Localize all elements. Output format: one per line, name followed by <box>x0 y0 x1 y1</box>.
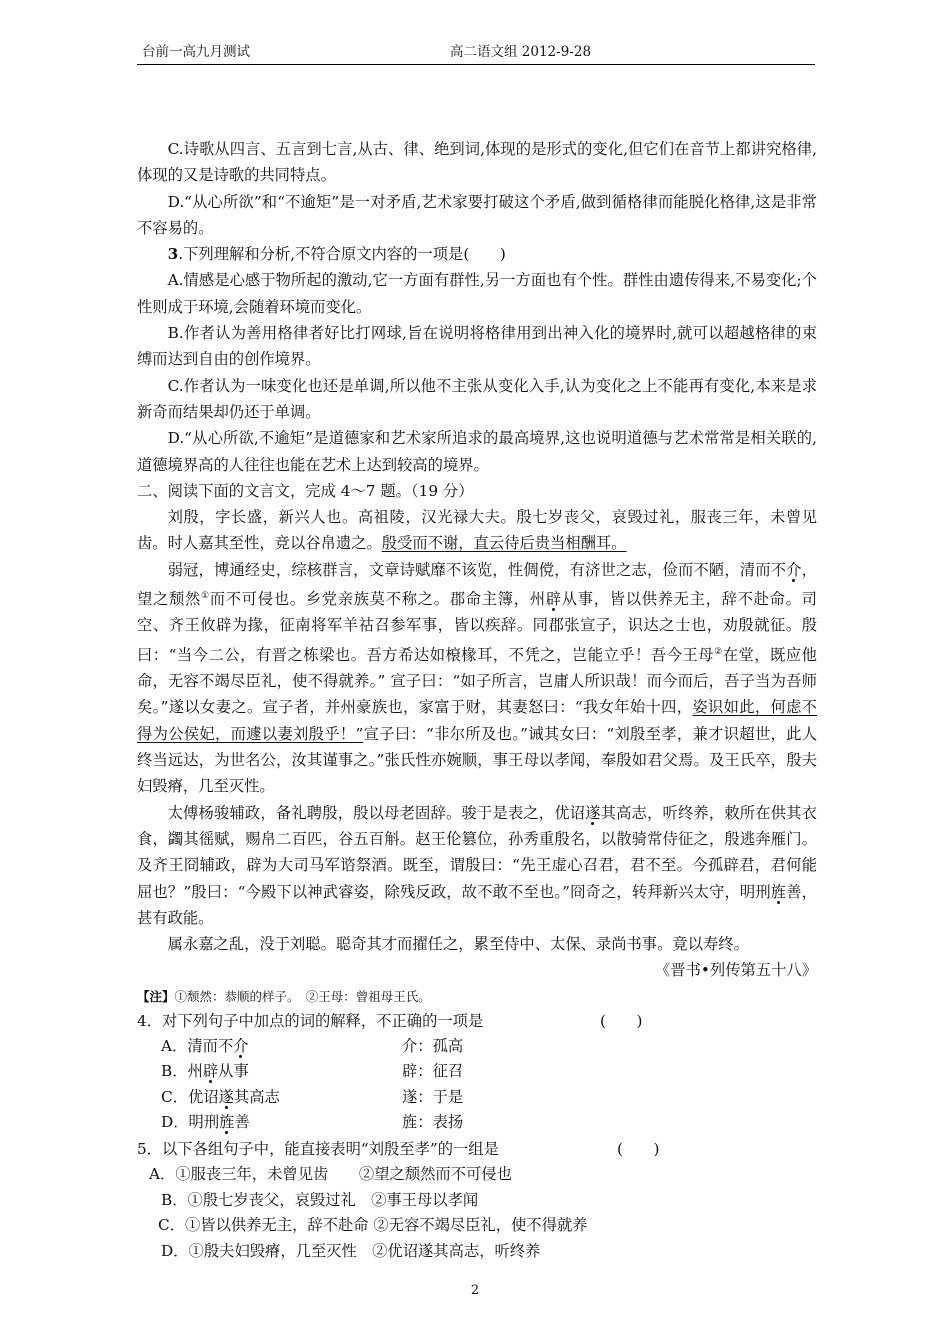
dotted-word: 遂 <box>218 1087 234 1106</box>
q4-stem-text: 4．对下列句子中加点的词的解释，不正确的一项是 <box>137 1011 484 1030</box>
option-text: 从事 <box>218 1062 249 1081</box>
q4-option-c <box>137 1085 817 1111</box>
passage-paragraph-4: 属永嘉之乱，没于刘聪。聪奇其才而擢任之，累至侍中、太保、录尚书事。竟以寿终。 <box>167 935 749 954</box>
passage-text: 善，甚有政能。 <box>137 882 817 927</box>
passage-paragraph-2 <box>137 557 817 800</box>
passage-text: 而不可侵也。乡党亲族莫不称之。郡命主簿，州 <box>209 590 546 609</box>
option-answer: 遂：于是 <box>402 1087 464 1106</box>
q2-option-d: D.“从心所欲”和“不逾矩”是一对矛盾,艺术家要打破这个矛盾,做到循格律而能脱化格律,这是非常不容易的。 <box>137 192 817 237</box>
passage-paragraph-3 <box>137 800 817 931</box>
q4-stem <box>137 1008 817 1034</box>
q4-option-a <box>137 1034 817 1060</box>
footnote-marker: ① <box>201 591 210 602</box>
answer-bracket: ( ) <box>600 1011 643 1030</box>
dotted-word: 遂 <box>585 803 601 822</box>
footnote-marker: ② <box>714 646 723 657</box>
underlined-sentence: 殷受而不谢，直云待后贵当相酬耳。 <box>381 534 627 553</box>
header-left: 台前一高九月测试 <box>142 44 250 60</box>
option-answer: 旌：表扬 <box>402 1113 464 1132</box>
q3-option-c: C.作者认为一味变化也还是单调,所以他不主张从变化入手,认为变化之上不能再有变化,本来是求新奇而结果却仍还于单调。 <box>137 376 817 421</box>
dotted-word: 辟 <box>545 590 562 609</box>
q2-option-c: C.诗歌从四言、五言到七言,从古、律、绝到词,体现的是形式的变化,但它们在音节上都讲究格律,体现的又是诗歌的共同特点。 <box>137 140 817 185</box>
footnote-text: ①颓然：恭顺的样子。 ②王母：曾祖母王氏。 <box>174 988 431 1004</box>
page-header <box>137 42 815 65</box>
q3-stem-text: .下列理解和分析,不符合原文内容的一项是( ) <box>178 245 506 264</box>
footnote-label: 【注】 <box>137 988 175 1004</box>
dotted-word: 旌 <box>219 1113 235 1132</box>
q5-option-c: C．①皆以供养无主，辞不赴命 ②无容不竭尽臣礼，使不得就养 <box>158 1216 588 1235</box>
option-answer: 辟：征召 <box>402 1062 464 1081</box>
q4-option-b <box>137 1059 817 1085</box>
q3-number: 3 <box>167 245 179 264</box>
underlined-sentence: 姿识如此，何虑不得为公侯妃，而遽以妻刘殷乎！” <box>137 698 817 743</box>
answer-bracket: ( ) <box>617 1139 660 1158</box>
page-number: 2 <box>470 1283 480 1298</box>
option-text: C．优诏 <box>161 1087 219 1106</box>
q5-stem-text: 5．以下各组句子中，能直接表明“刘殷至孝”的一组是 <box>137 1139 499 1158</box>
option-text: 善 <box>234 1113 250 1132</box>
footnote <box>137 986 817 1008</box>
q5-option-b: B．①殷七岁丧父，哀毁过礼 ②事王母以孝闻 <box>161 1190 479 1209</box>
page-content <box>137 136 817 1264</box>
dotted-word: 介 <box>786 560 802 579</box>
option-text: D．明刑 <box>161 1113 220 1132</box>
option-text: A．清而不 <box>161 1036 234 1055</box>
header-center: 高二语文组 2012-9-28 <box>450 44 592 60</box>
q5-stem <box>137 1136 817 1162</box>
q3-option-a: A.情感是心感于物所起的激动,它一方面有群性,另一方面也有个性。群性由遗传得来,不易变化;个性则成于环境,会随着环境而变化。 <box>137 271 817 316</box>
q5-option-d: D．①殷夫妇毁瘠，几至灭性 ②优诏遂其高志，听终养 <box>161 1241 541 1260</box>
option-answer: 介：孤高 <box>402 1036 464 1055</box>
dotted-word: 介 <box>233 1036 249 1055</box>
passage-paragraph-1 <box>137 504 817 557</box>
dotted-word: 旌 <box>770 882 787 901</box>
option-text: B．州 <box>161 1062 203 1081</box>
option-text: 其高志 <box>233 1087 280 1106</box>
passage-text: 弱冠，博通经史，综核群言，文章诗赋靡不该览，性倜傥，有济世之志，俭而不陋，清而不 <box>167 560 787 579</box>
dotted-word: 辟 <box>202 1062 219 1081</box>
passage-text: 在堂，既应他命，无容不竭尽臣礼，使不得就养。” 宣子曰：“如子所言，岂庸人所识哉！而今而后，吾子当为吾师矣。”遂以女妻之。宣子者，并州豪族也，家富于财，其妻怒曰：“我女年始十四， <box>137 645 817 717</box>
section-2-title: 二、阅读下面的文言文，完成 4～7 题。（19 分） <box>137 481 474 500</box>
q4-option-d <box>137 1110 817 1136</box>
passage-source: 《晋书•列传第五十八》 <box>655 961 817 980</box>
q3-option-b: B.作者认为善用格律者好比打网球,旨在说明将格律用到出神入化的境界时,就可以超越格律的束缚而达到自由的创作境界。 <box>137 324 817 369</box>
passage-text: 太傅杨骏辅政，备礼聘殷，殷以母老固辞。骏于是表之，优诏 <box>167 803 586 822</box>
q3-option-d: D.“从心所欲,不逾矩”是道德家和艺术家所追求的最高境界,这也说明道德与艺术常常是相关联的,道德境界高的人往往也能在艺术上达到较高的境界。 <box>137 429 817 474</box>
passage-text: 从事，皆以供养无主，辞不赴命。司空、齐王攸辟为掾，征南将军羊祜召参军事，皆以疾辞。同郡张宣子，识达之士也，劝殷就征。殷曰：“当今二公，有晋之栋梁也。吾方希达如榱椽耳，不凭之，岂能立乎！吾今王母 <box>137 590 817 664</box>
q3-stem <box>137 241 817 267</box>
passage-text: 宣子曰：“非尔所及也。”诫其女曰：“刘殷至孝，兼才识超世，此人终当远达，为世名公，汝其谨事之。”张氏性亦婉顺，事王母以孝闻，奉殷如君父焉。及王氏卒，殷夫妇毁瘠，几至灭性。 <box>137 724 818 796</box>
q5-option-a: A．①服丧三年，未曾见齿 ②望之颓然而不可侵也 <box>149 1165 512 1184</box>
passage-text: ，望之颓然 <box>137 560 817 609</box>
passage-text: 刘殷，字长盛，新兴人也。高祖陵，汉光禄大夫。殷七岁丧父，哀毁过礼，服丧三年，未曾见齿。时人嘉其至性，竞以谷帛遗之。 <box>137 508 817 553</box>
passage-text: 其高志，听终养，敕所在供其衣食，蠲其徭赋，赐帛二百匹，谷五百斛。赵王伦篡位，孙秀重殷名，以散骑常侍征之，殷逃奔雁门。及齐王冏辅政，辟为大司马军谘祭酒。既至，谓殷曰：“先王虚心召君，君不至。今孤辟君，君何能屈也？”殷曰：“今殿下以神武睿姿，除残反政，故不敢不至也。”冏奇之，转拜新兴太守，明刑 <box>137 803 817 901</box>
